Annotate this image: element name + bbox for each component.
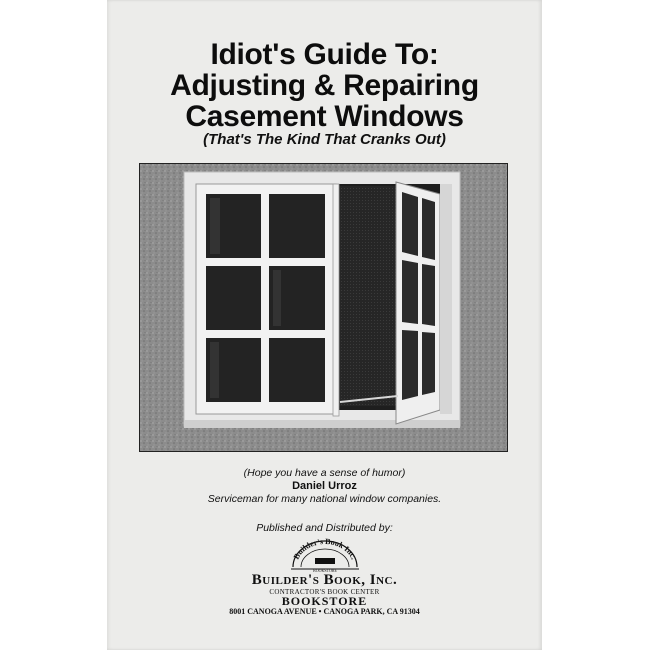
window-illustration (140, 164, 507, 451)
title-line-2: Adjusting & Repairing (170, 69, 479, 102)
casement-window-photo (139, 163, 508, 452)
publisher-name: Builder's Book, Inc. (251, 572, 398, 588)
title-line-3: Casement Windows (185, 100, 464, 133)
bookstore-label: BOOKSTORE (281, 594, 368, 608)
author-name: Daniel Urroz (292, 480, 357, 492)
subtitle: (That's The Kind That Cranks Out) (203, 131, 446, 148)
author-role: Serviceman for many national window companies. (207, 493, 442, 505)
publisher-address: 8001 CANOGA AVENUE • CANOGA PARK, CA 91304 (229, 607, 420, 616)
book-cover (107, 0, 542, 650)
logo-arc-text: Builder's Book Inc. (291, 536, 359, 561)
publisher-subtitle: CONTRACTOR'S BOOK CENTER (269, 588, 380, 596)
logo-subtext: BOOKSTORE (313, 568, 337, 572)
published-by: Published and Distributed by: (256, 522, 393, 534)
publisher-logo-icon (287, 536, 363, 572)
title-line-1: Idiot's Guide To: (210, 38, 439, 71)
humor-note: (Hope you have a sense of humor) (243, 467, 406, 479)
